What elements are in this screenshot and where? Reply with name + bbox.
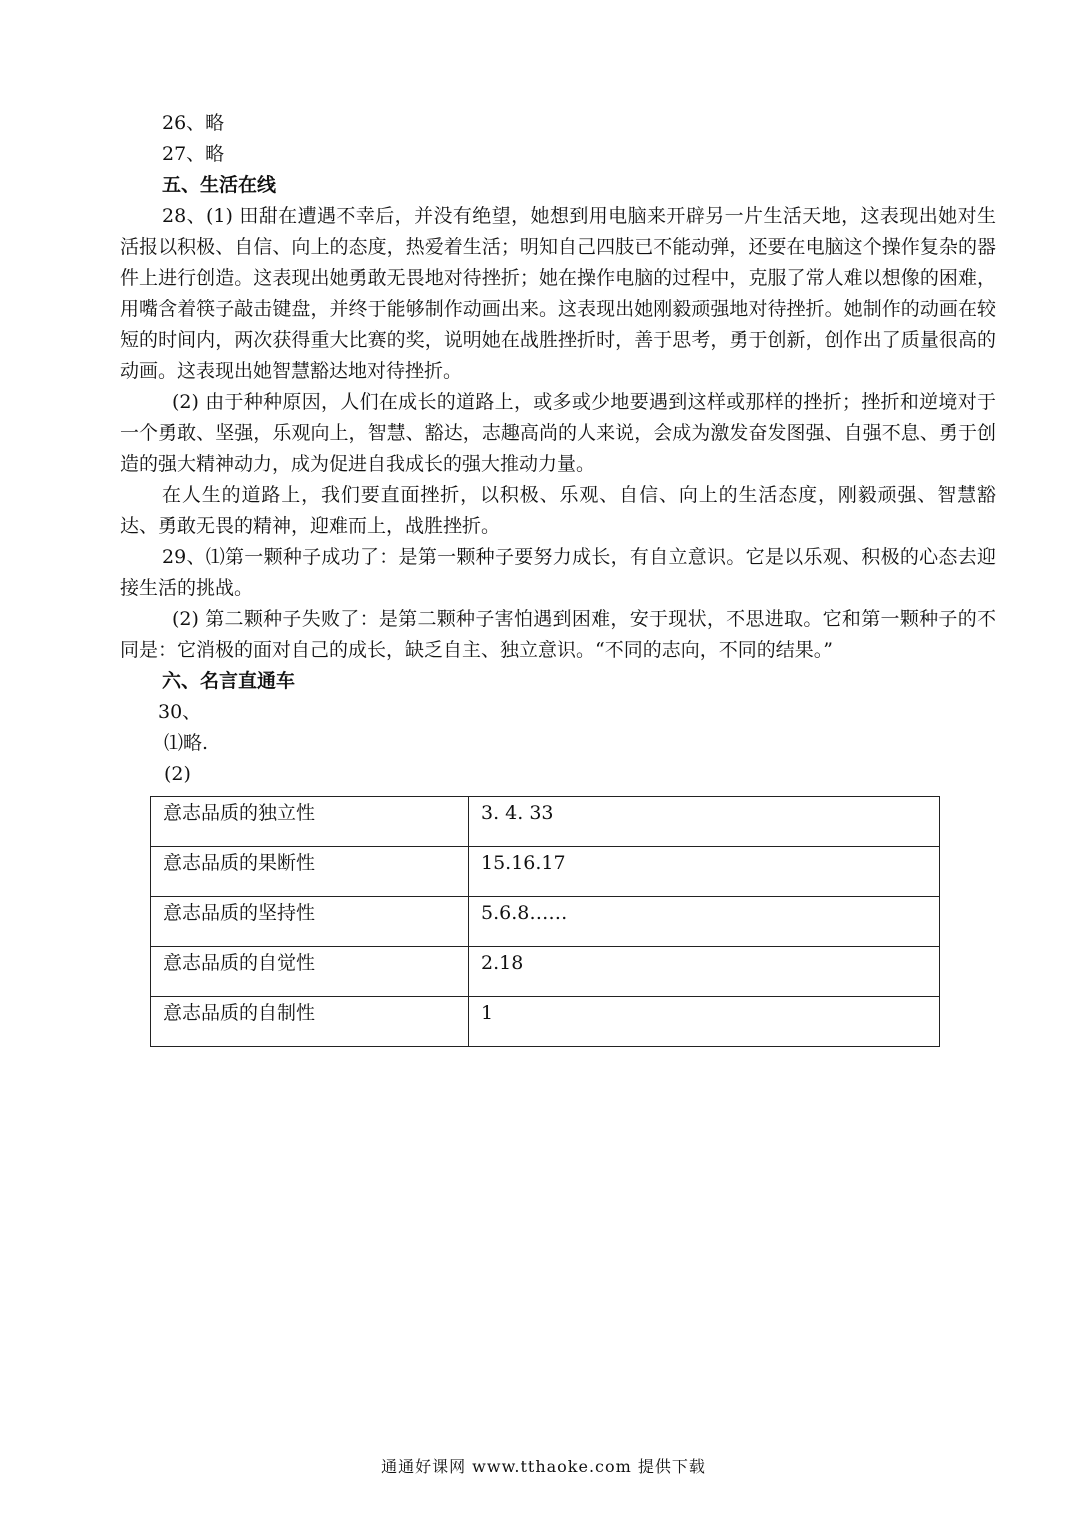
table-cell-label: 意志品质的独立性 (151, 797, 469, 847)
table-row (151, 897, 940, 947)
q28-summary-paragraph: 在人生的道路上，我们要直面挫折，以积极、乐观、自信、向上的生活态度，刚毅顽强、智慧豁达、勇敢无畏的精神，迎难而上，战胜挫折。 (120, 484, 996, 537)
q29-part1-paragraph: 29、⑴第一颗种子成功了：是第一颗种子要努力成长，有自立意识。它是以乐观、积极的心态去迎接生活的挑战。 (120, 546, 996, 599)
q28-part1-paragraph: 28、(1) 田甜在遭遇不幸后，并没有绝望，她想到用电脑来开辟另一片生活天地，这表现出她对生活报以积极、自信、向上的态度，热爱着生活；明知自己四肢已不能动弹，还要在电脑这个操作复杂的器件上进行创造。这表现出她勇敢无畏地对待挫折；她在操作电脑的过程中，克服了常人难以想像的困难，用嘴含着筷子敲击键盘，并终于能够制作动画出来。这表现出她刚毅顽强地对待挫折。她制作的动画在较短的时间内，两次获得重大比赛的奖，说明她在战胜挫折时，善于思考，勇于创新，创作出了质量很高的动画。这表现出她智慧豁达地对待挫折。 (120, 205, 996, 382)
table-cell-label: 意志品质的自觉性 (151, 947, 469, 997)
table-row (151, 847, 940, 897)
section-5-heading: 五、生活在线 (162, 174, 277, 196)
item-30-part2: (2) (164, 763, 191, 785)
item-30-part1: ⑴略. (164, 732, 209, 754)
q29-part2-paragraph: (2) 第二颗种子失败了：是第二颗种子害怕遇到困难，安于现状，不思进取。它和第一颗种子的不同是：它消极的面对自己的成长，缺乏自主、独立意识。“不同的志向，不同的结果。” (120, 608, 996, 661)
table-row (151, 997, 940, 1047)
will-quality-table-wrapper (150, 796, 996, 1047)
table-cell-value: 3. 4. 33 (469, 797, 940, 847)
table-cell-label: 意志品质的自制性 (151, 997, 469, 1047)
q28-part2-paragraph: (2) 由于种种原因，人们在成长的道路上，或多或少地要遇到这样或那样的挫折；挫折和逆境对于一个勇敢、坚强，乐观向上，智慧、豁达，志趣高尚的人来说，会成为激发奋发图强、自强不息、勇于创造的强大精神动力，成为促进自我成长的强大推动力量。 (120, 391, 996, 475)
table-cell-label: 意志品质的果断性 (151, 847, 469, 897)
item-30: 30、 (158, 701, 202, 723)
item-27: 27、略 (162, 143, 225, 165)
table-cell-value: 5.6.8…… (469, 897, 940, 947)
table-row (151, 947, 940, 997)
page-footer: 通通好课网 www.tthaoke.com 提供下载 (381, 1457, 706, 1476)
table-cell-value: 2.18 (469, 947, 940, 997)
table-cell-value: 1 (469, 997, 940, 1047)
table-cell-label: 意志品质的坚持性 (151, 897, 469, 947)
section-6-heading: 六、名言直通车 (162, 670, 296, 692)
item-26: 26、略 (162, 112, 225, 134)
document-body (120, 108, 996, 1047)
table-cell-value: 15.16.17 (469, 847, 940, 897)
table-row (151, 797, 940, 847)
will-quality-table (150, 796, 940, 1047)
